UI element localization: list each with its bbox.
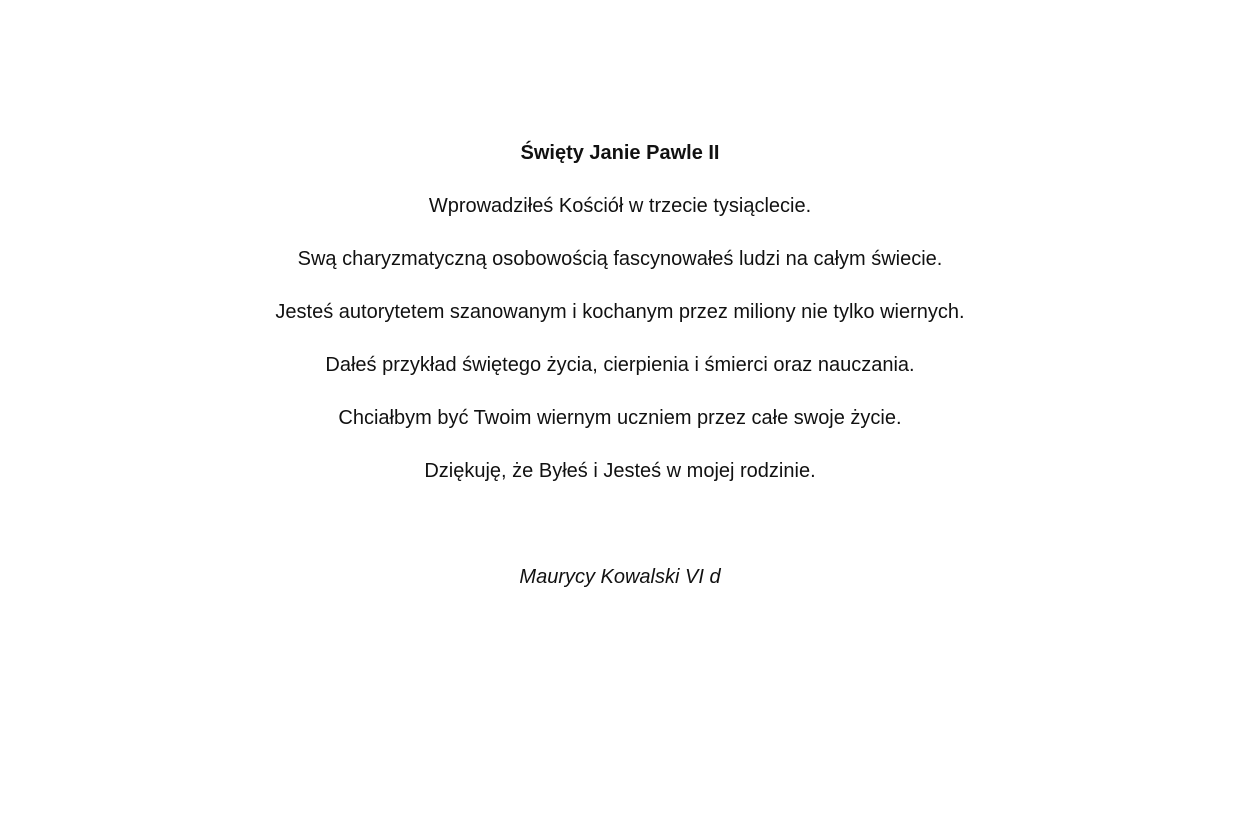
text-line: Dziękuję, że Byłeś i Jesteś w mojej rodzinie. [424, 460, 816, 482]
text-line: Wprowadziłeś Kościół w trzecie tysiąclecie. [428, 195, 812, 217]
text-line: Chciałbym być Twoim wiernym uczniem przez całe swoje życie. [338, 407, 902, 429]
text-line: Dałeś przykład świętego życia, cierpienia i śmierci oraz nauczania. [325, 354, 915, 376]
signature: Maurycy Kowalski VI d [519, 566, 721, 588]
text-line: Jesteś autorytetem szanowanym i kochanym przez miliony nie tylko wiernych. [275, 301, 965, 323]
document-title: Święty Janie Pawle II [520, 142, 720, 164]
text-line: Swą charyzmatyczną osobowością fascynowałeś ludzi na całym świecie. [297, 248, 943, 270]
